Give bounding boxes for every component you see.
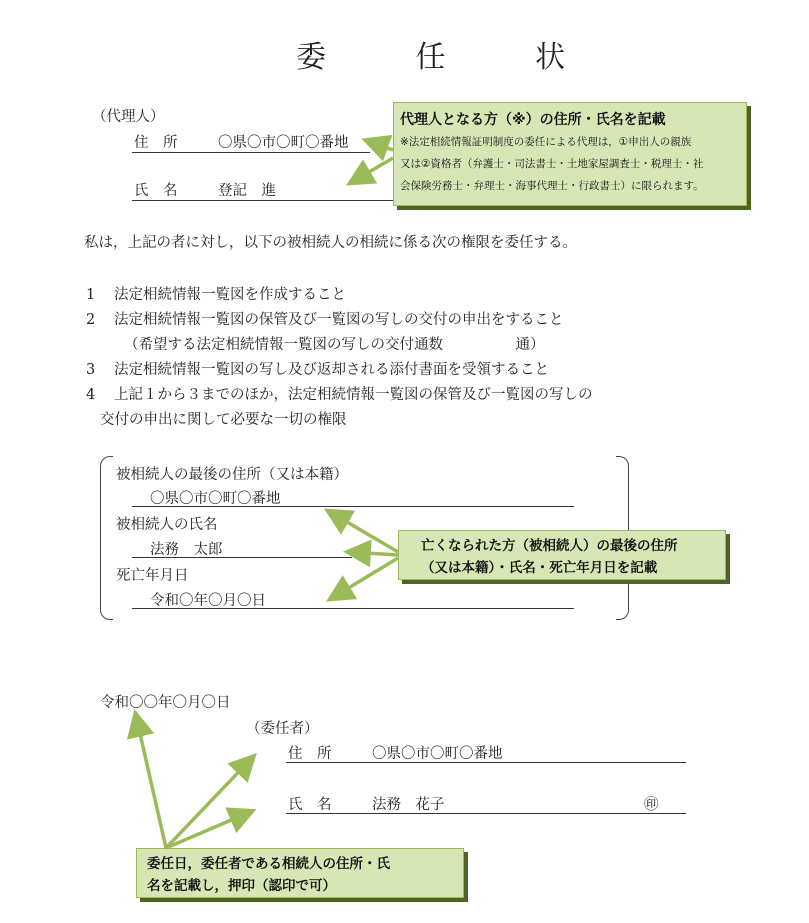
arrow-to-agent-name — [352, 158, 393, 182]
item-1-number: 1 — [86, 287, 96, 303]
item-2-number: 2 — [86, 312, 96, 328]
principal-label: （委任者） — [246, 721, 319, 737]
agent-callout-note-line3: 会保険労務士・弁理士・海事代理士・行政書士）に限られます。 — [400, 180, 704, 192]
decedent-name-label: 被相続人の氏名 — [116, 517, 218, 533]
arrow-to-agent-address — [368, 141, 393, 150]
decedent-death-label: 死亡年月日 — [116, 568, 189, 584]
arrow-to-principal-name — [166, 812, 250, 848]
decedent-callout-line2: （又は本籍）・氏名・死亡年月日を記載 — [421, 560, 658, 576]
principal-name-value: 法務 花子 — [372, 797, 445, 813]
decedent-death-value: 令和〇年〇月〇日 — [150, 593, 266, 609]
agent-name-value: 登記 進 — [218, 183, 276, 199]
item-4-continuation: 交付の申出に関して必要な一切の権限 — [100, 412, 347, 428]
agent-label: （代理人） — [92, 109, 165, 125]
decedent-address-label: 被相続人の最後の住所（又は本籍） — [116, 467, 348, 483]
item-2-text: 法定相続情報一覧図の保管及び一覧図の写しの交付の申出をすること — [114, 312, 564, 328]
decedent-address-value: 〇県〇市〇町〇番地 — [150, 491, 281, 507]
agent-callout-heading: 代理人となる方（※）の住所・氏名を記載 — [400, 112, 666, 128]
agent-address-value: 〇県〇市〇町〇番地 — [218, 135, 349, 151]
principal-address-label: 住 所 — [288, 746, 332, 762]
item-2-sub-text: （希望する法定相続情報一覧図の写しの交付通数 通） — [124, 337, 545, 353]
arrow-to-decedent-death — [332, 558, 398, 598]
agent-address-label: 住 所 — [134, 135, 178, 151]
principal-name-label: 氏 名 — [288, 797, 332, 813]
commission-date: 令和〇〇年〇月〇日 — [100, 695, 231, 711]
seal-mark: ㊞ — [644, 797, 659, 813]
arrow-to-decedent-name — [350, 552, 398, 555]
item-3-number: 3 — [86, 362, 96, 378]
arrow-to-date — [136, 716, 166, 848]
item-3-text: 法定相続情報一覧図の写し及び返却される添付書面を受領すること — [114, 362, 549, 378]
arrow-to-decedent-address — [330, 512, 398, 552]
item-4-text: 上記１から３までのほか，法定相続情報一覧図の保管及び一覧図の写しの — [114, 387, 593, 403]
decedent-name-value: 法務 太郎 — [150, 542, 223, 558]
principal-address-value: 〇県〇市〇町〇番地 — [372, 746, 503, 762]
item-4-number: 4 — [86, 387, 96, 403]
principal-callout-line2: 名を記載し，押印（認印で可） — [147, 878, 336, 894]
arrow-to-principal-address — [166, 758, 252, 848]
item-1-text: 法定相続情報一覧図を作成すること — [114, 287, 346, 303]
agent-callout-note-line1: ※法定相続情報証明制度の委任による代理は，①申出人の親族 — [400, 136, 692, 148]
principal-callout-line1: 委任日，委任者である相続人の住所・氏 — [147, 856, 390, 872]
agent-callout-note-line2: 又は②資格者（弁護士・司法書士・土地家屋調査士・税理士・社 — [400, 158, 704, 170]
decedent-callout-line1: 亡くなられた方（被相続人）の最後の住所 — [421, 538, 678, 554]
document-title: 委 任 状 — [296, 40, 606, 75]
intro-text: 私は，上記の者に対し，以下の被相続人の相続に係る次の権限を委任する。 — [84, 235, 577, 251]
agent-name-label: 氏 名 — [134, 183, 178, 199]
